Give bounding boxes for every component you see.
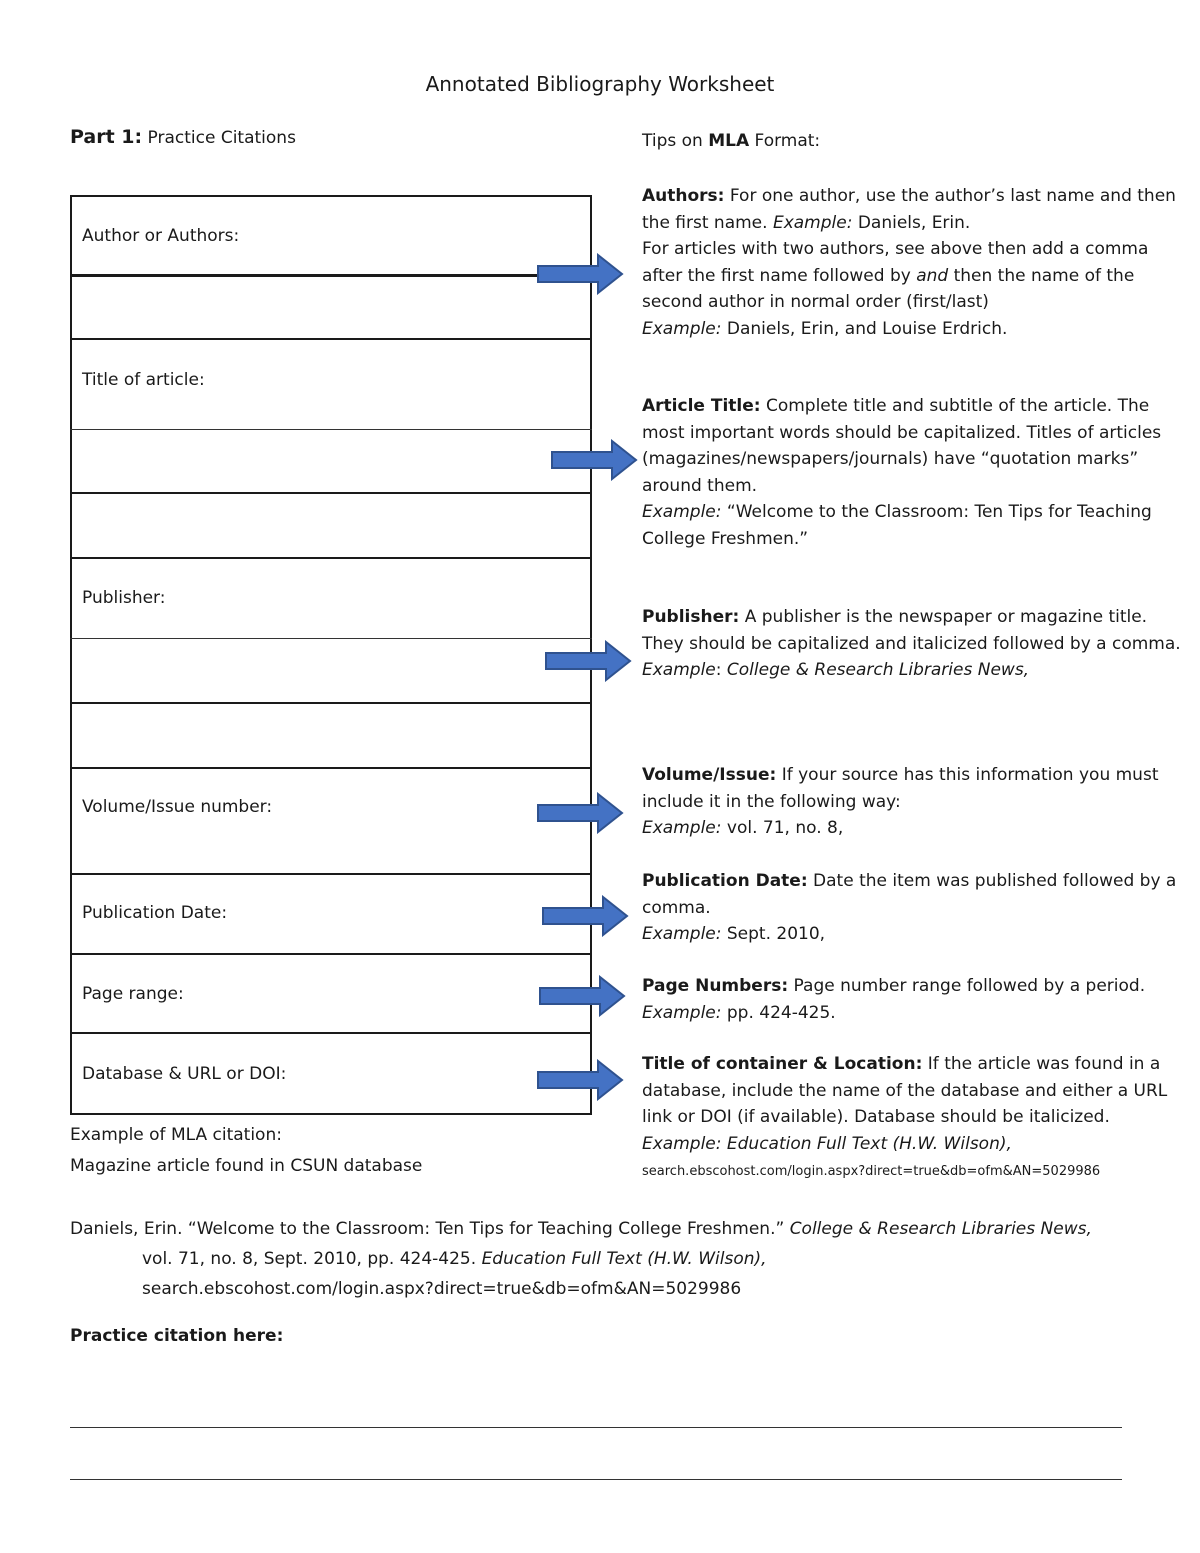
tip-publisher — [642, 604, 1190, 684]
volume-arrow-icon — [536, 792, 626, 834]
tip-authors — [642, 183, 1190, 342]
volume-label: Volume/Issue number: — [82, 797, 273, 817]
tip-publisher-ex-colon: : — [715, 660, 727, 680]
example-label: Example of MLA citation: — [70, 1125, 282, 1145]
title-input-2[interactable] — [72, 494, 590, 557]
tip-container — [642, 1051, 1190, 1186]
part-label: Part 1: — [70, 126, 143, 148]
tip-date-head: Publication Date: — [642, 871, 808, 891]
tip-authors-ex2-label: Example: — [642, 318, 722, 339]
tips-heading-post: Format: — [749, 131, 821, 151]
example-sub: Magazine article found in CSUN database — [70, 1156, 423, 1176]
tip-authors-text3: then the name of the second author in normal order (first/last) — [642, 265, 1135, 312]
practice-line-1[interactable] — [70, 1427, 1122, 1428]
tip-volume-ex-label: Example: — [642, 818, 722, 838]
tip-volume-ex: vol. 71, no. 8, — [721, 818, 844, 838]
tip-title — [642, 393, 1190, 552]
tip-authors-text2: For articles with two authors, see above then add a comma after the first name followed by — [642, 239, 1149, 286]
tip-date-text: Date the item was published followed by a comma. — [642, 871, 1177, 918]
tips-heading — [642, 131, 820, 151]
tip-date-ex: Sept. 2010, — [721, 924, 826, 944]
tip-title-ex: “Welcome to the Classroom: Ten Tips for Teaching College Freshmen.” — [642, 502, 1152, 549]
tip-authors-ex2: Daniels, Erin, and Louise Erdrich. — [721, 318, 1008, 339]
tip-date — [642, 868, 1190, 948]
tip-pages — [642, 973, 1190, 1026]
citation-line-2 — [70, 1244, 1130, 1274]
page-title: Annotated Bibliography Worksheet — [425, 72, 775, 96]
tip-container-url: search.ebscohost.com/login.aspx?direct=true&db=ofm&AN=5029986 — [642, 1164, 1101, 1179]
part-text: Practice Citations — [147, 128, 296, 148]
tip-title-ex-label: Example: — [642, 502, 722, 522]
tip-volume-head: Volume/Issue: — [642, 765, 777, 785]
example-citation — [70, 1214, 1130, 1304]
tip-authors-text: For one author, use the author’s last name and then the first name. — [642, 186, 1176, 233]
citation-part-a: Daniels, Erin. “Welcome to the Classroom: Ten Tips for Teaching College Freshmen.” — [70, 1219, 790, 1239]
tip-authors-and: and — [916, 265, 949, 286]
practice-line-2[interactable] — [70, 1479, 1122, 1480]
tip-publisher-ex: College & Research Libraries News, — [726, 660, 1030, 680]
tip-publisher-text: A publisher is the newspaper or magazine title. They should be capitalized and italicized followed by a comma. — [642, 607, 1181, 654]
tip-authors-ex1-label: Example: — [772, 212, 853, 233]
title-input-1[interactable] — [72, 430, 590, 492]
tip-publisher-ex-label: Example — [642, 660, 716, 680]
title-label: Title of article: — [82, 370, 205, 390]
publisher-input-2[interactable] — [72, 704, 590, 767]
authors-input[interactable] — [70, 274, 592, 340]
tips-heading-mla: MLA — [708, 131, 750, 151]
tip-publisher-head: Publisher: — [642, 607, 740, 627]
tip-authors-ex1: Daniels, Erin. — [852, 212, 971, 233]
tip-title-text: Complete title and subtitle of the article. The most important words should be capitalized. Titles of articles (magazines/newspapers/journals) have “quotation marks” around them. — [642, 396, 1162, 496]
tip-pages-head: Page Numbers: — [642, 976, 789, 996]
tip-title-head: Article Title: — [642, 396, 761, 416]
publisher-input-1[interactable] — [72, 639, 590, 701]
pages-arrow-icon — [538, 975, 628, 1017]
tip-container-text: If the article was found in a database, include the name of the database and either a URL link or DOI (if available). Database should be italicized. — [642, 1054, 1168, 1127]
database-label: Database & URL or DOI: — [82, 1064, 287, 1084]
volume-box[interactable] — [70, 767, 592, 875]
title-arrow-icon — [550, 439, 640, 481]
tip-pages-text: Page number range followed by a period. — [788, 976, 1146, 996]
tip-volume — [642, 762, 1190, 842]
citation-database: Education Full Text (H.W. Wilson), — [481, 1249, 767, 1269]
pages-label: Page range: — [82, 984, 184, 1004]
tip-container-head: Title of container & Location: — [642, 1054, 923, 1074]
tip-pages-ex: pp. 424-425. — [721, 1002, 836, 1023]
tip-authors-head: Authors: — [642, 186, 725, 206]
citation-publisher: College & Research Libraries News, — [789, 1219, 1092, 1239]
tips-heading-pre: Tips on — [642, 131, 709, 151]
publisher-arrow-icon — [544, 640, 634, 682]
part-heading — [70, 126, 296, 148]
database-arrow-icon — [536, 1059, 626, 1101]
tip-pages-ex-label: Example: — [642, 1002, 722, 1023]
tip-volume-text: If your source has this information you must include it in the following way: — [642, 765, 1159, 812]
authors-label: Author or Authors: — [82, 226, 240, 246]
tip-container-ex: Example: Education Full Text (H.W. Wilson), — [642, 1133, 1012, 1154]
authors-arrow-icon — [536, 253, 626, 295]
tip-date-ex-label: Example: — [642, 924, 722, 944]
citation-url: search.ebscohost.com/login.aspx?direct=true&db=ofm&AN=5029986 — [142, 1279, 742, 1299]
date-label: Publication Date: — [82, 903, 228, 923]
publisher-label: Publisher: — [82, 588, 166, 608]
date-arrow-icon — [541, 895, 631, 937]
practice-label: Practice citation here: — [70, 1326, 284, 1346]
citation-part-b: vol. 71, no. 8, Sept. 2010, pp. 424-425. — [142, 1249, 482, 1269]
